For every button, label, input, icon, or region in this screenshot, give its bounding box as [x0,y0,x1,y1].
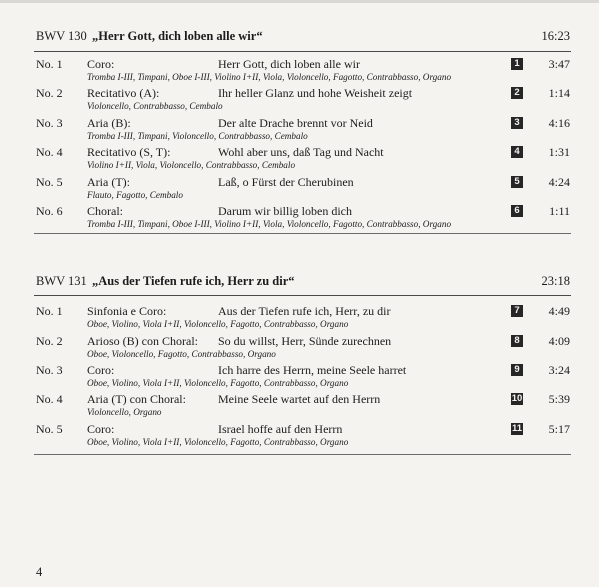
work-duration: 16:23 [541,29,570,43]
track-time: 1:11 [549,204,570,218]
movement-form: Aria (T): [87,175,130,189]
movement-text: Der alte Drache brennt vor Neid [218,116,373,130]
movement-form: Choral: [87,204,123,218]
movement-form: Arioso (B) con Choral: [87,334,198,348]
movement-text: Aus der Tiefen rufe ich, Herr, zu dir [218,304,391,318]
movement-number: No. 3 [36,116,63,130]
track-number-badge: 10 [511,393,523,404]
movement-form: Coro: [87,57,115,71]
track-time: 5:39 [548,392,570,406]
work-title: „Herr Gott, dich loben alle wir“ [92,29,263,43]
movement-number: No. 5 [36,422,63,436]
track-row [36,145,570,177]
track-number-badge: 11 [511,423,523,434]
track-row [36,392,570,424]
movement-instruments: Flauto, Fagotto, Cembalo [87,190,183,200]
movement-instruments: Oboe, Violino, Viola I+II, Violoncello, Fagotto, Contrabbasso, Organo [87,378,349,388]
movement-instruments: Oboe, Violino, Viola I+II, Violoncello, Fagotto, Contrabbasso, Organo [87,319,349,329]
movement-instruments: Oboe, Violoncello, Fagotto, Contrabbasso, Organo [87,349,276,359]
track-number-badge: 6 [511,205,523,217]
movement-text: Herr Gott, dich loben alle wir [218,57,360,71]
track-number-badge: 1 [511,58,523,70]
section-rule [34,233,571,234]
movement-number: No. 6 [36,204,63,218]
movement-number: No. 2 [36,334,63,348]
track-row [36,175,570,207]
track-number-badge: 2 [511,87,523,99]
track-row [36,363,570,395]
movement-instruments: Tromba I-III, Timpani, Oboe I-III, Violino I+II, Viola, Violoncello, Fagotto, Contrabbasso, Organo [87,72,452,82]
movement-text: Meine Seele wartet auf den Herrn [218,392,381,406]
movement-text: Wohl aber uns, daß Tag und Nacht [218,145,384,159]
track-row [36,204,570,236]
movement-number: No. 3 [36,363,63,377]
movement-number: No. 4 [36,392,63,406]
track-number-badge: 5 [511,176,523,188]
movement-number: No. 5 [36,175,63,189]
track-time: 5:17 [548,422,570,436]
header-rule [34,51,571,52]
track-row [36,57,570,89]
track-time: 3:47 [548,57,570,71]
header-rule [34,295,571,296]
movement-text: Laß, o Fürst der Cherubinen [218,175,354,189]
movement-number: No. 1 [36,304,63,318]
movement-number: No. 4 [36,145,63,159]
track-time: 1:14 [548,86,570,100]
track-number-badge: 9 [511,364,523,376]
track-time: 3:24 [548,363,570,377]
movement-text: Darum wir billig loben dich [218,204,352,218]
track-number-badge: 4 [511,146,523,158]
movement-instruments: Tromba I-III, Timpani, Violoncello, Contrabbasso, Cembalo [87,131,308,141]
movement-text: Ihr heller Glanz und hohe Weisheit zeigt [218,86,413,100]
page-number: 4 [36,565,43,579]
movement-text: Ich harre des Herrn, meine Seele harret [218,363,407,377]
movement-number: No. 2 [36,86,63,100]
track-row [36,422,570,454]
track-time: 4:09 [548,334,570,348]
track-row [36,86,570,118]
section-rule [34,454,571,455]
movement-form: Sinfonia e Coro: [87,304,167,318]
work-header-bwv130 [36,29,570,47]
work-bwv-number: BWV 131 [36,274,87,288]
movement-text: So du willst, Herr, Sünde zurechnen [218,334,392,348]
movement-instruments: Tromba I-III, Timpani, Oboe I-III, Violino I+II, Viola, Violoncello, Fagotto, Contrabbasso, Organo [87,219,452,229]
movement-form: Coro: [87,363,115,377]
work-title: „Aus der Tiefen rufe ich, Herr zu dir“ [92,274,295,288]
movement-form: Coro: [87,422,115,436]
movement-instruments: Violoncello, Organo [87,407,162,417]
work-bwv-number: BWV 130 [36,29,87,43]
movement-instruments: Oboe, Violino, Viola I+II, Violoncello, Fagotto, Contrabbasso, Organo [87,437,349,447]
track-row [36,116,570,148]
movement-form: Aria (T) con Choral: [87,392,186,406]
scan-edge [0,0,599,3]
track-row [36,334,570,366]
movement-instruments: Violino I+II, Viola, Violoncello, Contrabbasso, Cembalo [87,160,296,170]
movement-text: Israel hoffe auf den Herrn [218,422,343,436]
movement-number: No. 1 [36,57,63,71]
movement-form: Aria (B): [87,116,131,130]
track-row [36,304,570,336]
track-time: 4:16 [548,116,570,130]
work-header-bwv131 [36,274,570,292]
work-duration: 23:18 [541,274,570,288]
movement-instruments: Violoncello, Contrabbasso, Cembalo [87,101,223,111]
movement-form: Recitativo (S, T): [87,145,171,159]
track-time: 4:24 [548,175,570,189]
track-time: 4:49 [548,304,570,318]
track-number-badge: 3 [511,117,523,129]
track-number-badge: 7 [511,305,523,317]
track-number-badge: 8 [511,335,523,347]
track-time: 1:31 [548,145,570,159]
movement-form: Recitativo (A): [87,86,160,100]
